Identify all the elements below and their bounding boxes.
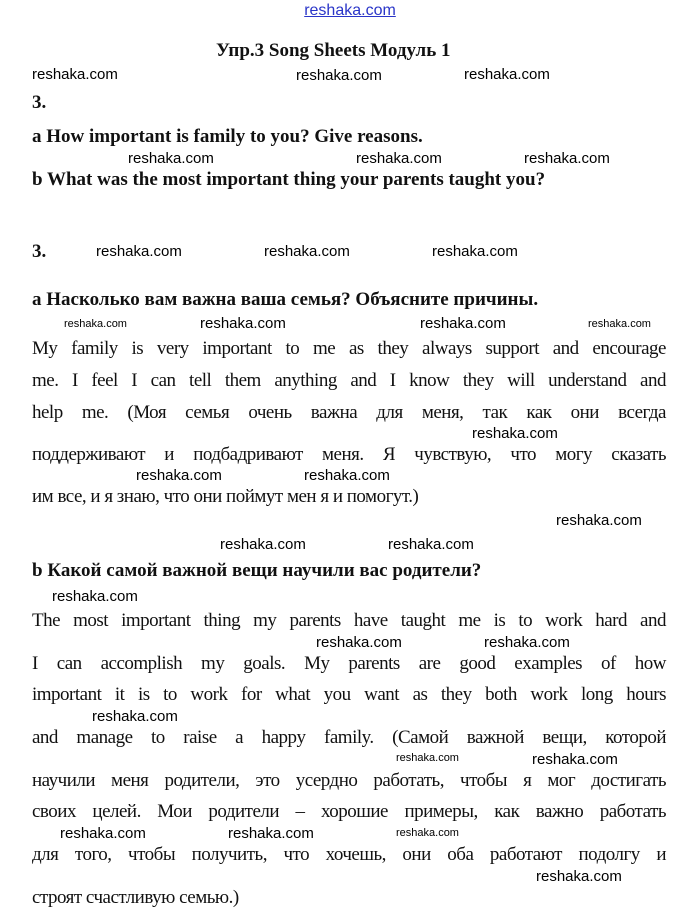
- watermark: reshaka.com: [396, 752, 459, 764]
- watermark: reshaka.com: [484, 634, 570, 651]
- watermark: reshaka.com: [432, 243, 518, 260]
- watermark: reshaka.com: [420, 315, 506, 332]
- watermark: reshaka.com: [588, 318, 651, 330]
- watermark: reshaka.com: [316, 634, 402, 651]
- watermark: reshaka.com: [472, 425, 558, 442]
- watermark: reshaka.com: [92, 708, 178, 725]
- site-link[interactable]: reshaka.com: [304, 2, 396, 19]
- answer-heading-b: b Какой самой важной вещи научили вас родители?: [32, 560, 482, 581]
- question-b: b What was the most important thing your parents taught you?: [32, 169, 546, 190]
- answer-b-line: The most important thing my parents have taught me is to work hard and: [32, 610, 666, 631]
- watermark: reshaka.com: [556, 512, 642, 529]
- answer-a-line: им все, и я знаю, что они поймут мен я и помогут.): [32, 486, 419, 507]
- watermark: reshaka.com: [296, 67, 382, 84]
- watermark: reshaka.com: [264, 243, 350, 260]
- watermark: reshaka.com: [524, 150, 610, 167]
- answer-a-line: me. I feel I can tell them anything and I know they will understand and: [32, 370, 666, 391]
- answer-b-line: своих целей. Мои родители – хорошие примеры, как важно работать: [32, 801, 666, 822]
- watermark: reshaka.com: [356, 150, 442, 167]
- watermark: reshaka.com: [64, 318, 127, 330]
- answer-a-line: поддерживают и подбадривают меня. Я чувствую, что могу сказать: [32, 444, 666, 465]
- watermark: reshaka.com: [464, 66, 550, 83]
- watermark: reshaka.com: [60, 825, 146, 842]
- answer-heading-a: a Насколько вам важна ваша семья? Объясните причины.: [32, 289, 539, 310]
- answer-a-line: My family is very important to me as they always support and encourage: [32, 338, 666, 359]
- answer-b-line: для того, чтобы получить, что хочешь, они оба работают подолгу и: [32, 844, 666, 865]
- watermark: reshaka.com: [388, 536, 474, 553]
- watermark: reshaka.com: [396, 827, 459, 839]
- watermark: reshaka.com: [228, 825, 314, 842]
- answer-b-line: научили меня родители, это усердно работать, чтобы я мог достигать: [32, 770, 666, 791]
- watermark: reshaka.com: [536, 868, 622, 885]
- watermark: reshaka.com: [304, 467, 390, 484]
- watermark: reshaka.com: [220, 536, 306, 553]
- watermark: reshaka.com: [136, 467, 222, 484]
- answer-b-line: important it is to work for what you want as they both work long hours: [32, 684, 666, 705]
- answer-number: 3.: [32, 241, 47, 262]
- watermark: reshaka.com: [32, 66, 118, 83]
- watermark: reshaka.com: [200, 315, 286, 332]
- answer-b-line: строят счастливую семью.): [32, 887, 239, 908]
- answer-b-line: I can accomplish my goals. My parents are good examples of how: [32, 653, 666, 674]
- question-a: a How important is family to you? Give reasons.: [32, 126, 423, 147]
- page-title: Упр.3 Song Sheets Модуль 1: [216, 40, 451, 61]
- watermark: reshaka.com: [96, 243, 182, 260]
- watermark: reshaka.com: [52, 588, 138, 605]
- watermark: reshaka.com: [128, 150, 214, 167]
- task-number: 3.: [32, 92, 47, 113]
- answer-a-line: help me. (Моя семья очень важна для меня, так как они всегда: [32, 402, 666, 423]
- watermark: reshaka.com: [532, 751, 618, 768]
- answer-b-line: and manage to raise a happy family. (Самой важной вещи, которой: [32, 727, 666, 748]
